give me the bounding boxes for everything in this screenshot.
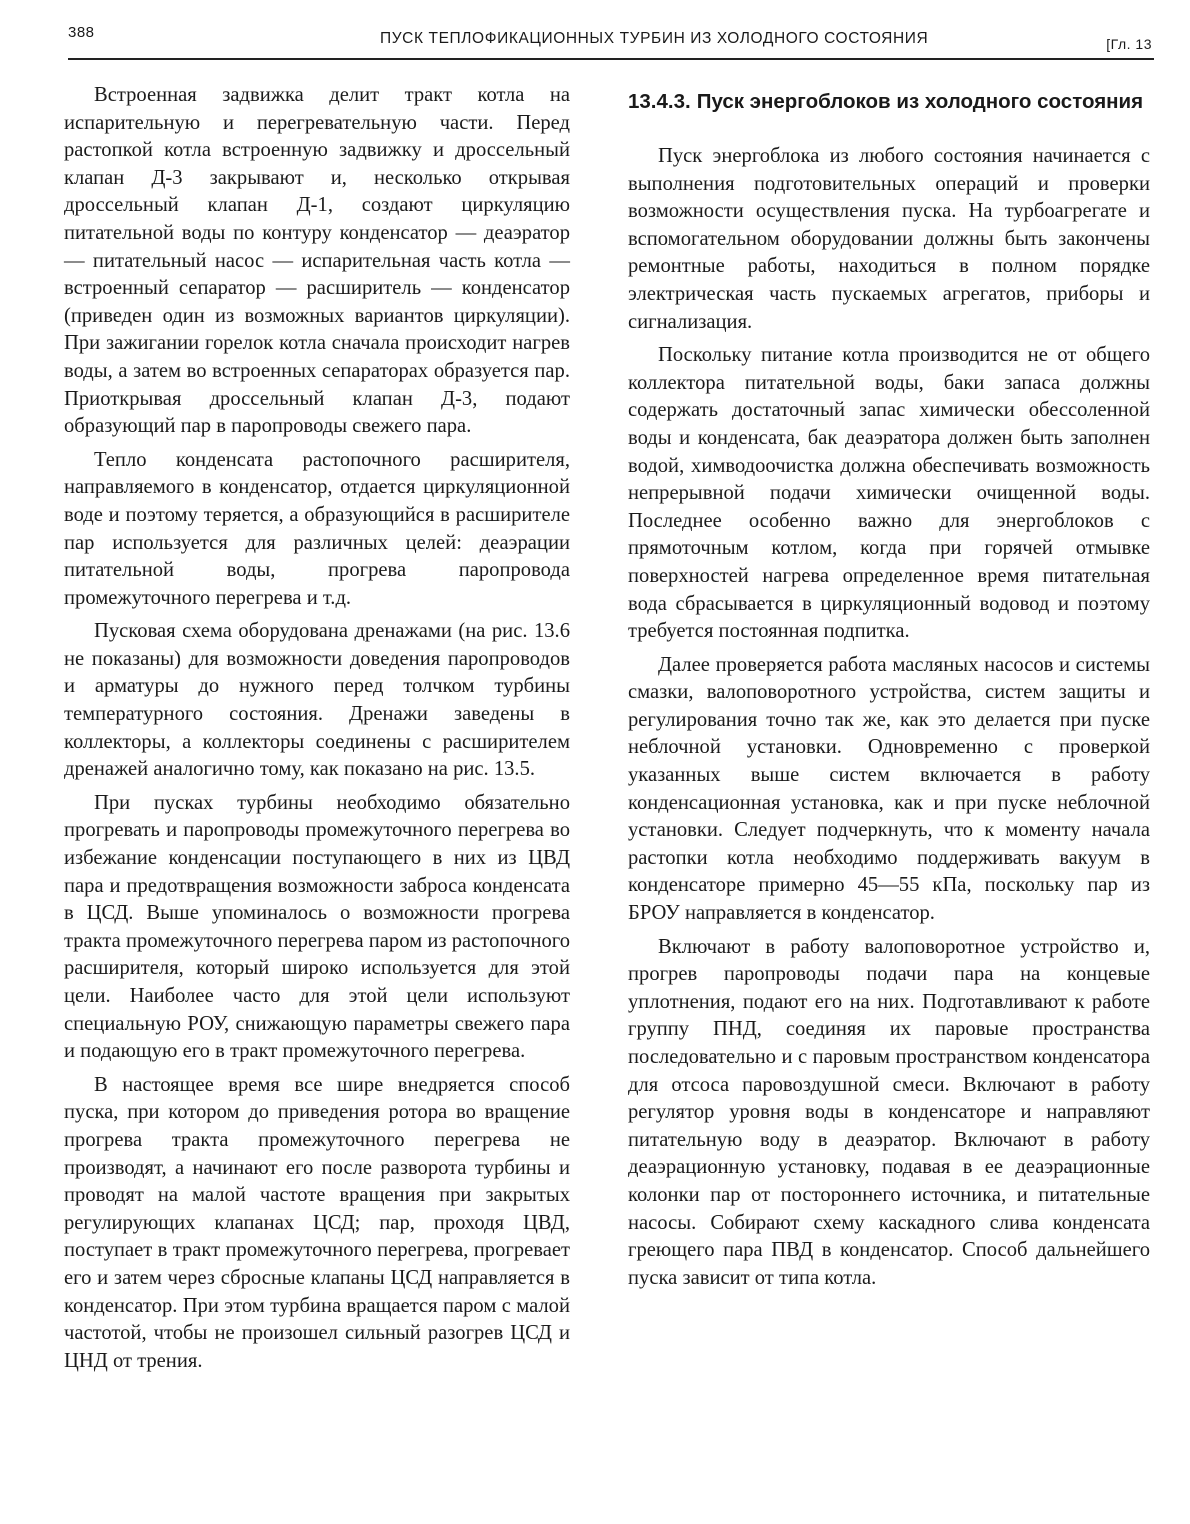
running-title: ПУСК ТЕПЛОФИКАЦИОННЫХ ТУРБИН ИЗ ХОЛОДНОГО СОСТОЯНИЯ <box>380 30 929 47</box>
paragraph: Поскольку питание котла производится не от общего коллектора питательной воды, баки запаса должны содержать достаточный запас химически обессоленной воды и конденсата, бак деаэратора должен быть заполнен водой, химводоочистка должна обеспечивать возможность непрерывной подачи химически очищенной воды. Последнее особенно важно для энергоблоков с прямоточным котлом, когда при горячей отмывке поверхностей нагрева определенное время питательная вода сбрасывается в циркуляционный водовод и поэтому требуется постоянная подпитка. <box>628 344 1150 643</box>
section-number: 13.4.3. <box>628 90 691 113</box>
paragraph: Включают в работу валоповоротное устройство и, прогрев паропроводы подачи пара на концевые уплотнения, подают его на них. Подготавливают к работе группу ПНД, соединяя их паровые пространства последовательно и с паровым пространством конденсатора для отсоса паровоздушной смеси. Включают в работу регулятор уровня воды в конденсаторе и направляют питательную воду в деаэратор. Включают в работу деаэрационную установку, подавая в ее деаэрационные колонки пар от постороннего источника, и питательные насосы. Собирают схему каскадного слива конденсата греющего пара ПВД в конденсатор. Способ дальнейшего пуска зависит от типа котла. <box>628 935 1150 1289</box>
paragraph: При пусках турбины необходимо обязательно прогревать и паропроводы промежуточного перегрева во избежание конденсации поступающего в них из ЦВД пара и предотвращения возможности заброса конденсата в ЦСД. Выше упоминалось о возможности прогрева тракта промежуточного перегрева паром из растопочного расширителя, который широко используется для этой цели. Наиболее часто для этой цели используют специальную РОУ, снижающую параметры свежего пара и подающую его в тракт промежуточного перегрева. <box>64 791 570 1063</box>
paragraph: Пуск энергоблока из любого состояния начинается с выполнения подготовительных операций и проверки возможности осуществления пуска. На турбоагрегате и вспомогательном оборудовании должны быть закончены ремонтные работы, находиться в полном порядке электрическая часть пускаемых агрегатов, приборы и сигнализация. <box>628 145 1150 333</box>
section-title: Пуск энергоблоков из холодного состояния <box>696 90 1144 113</box>
paragraph: Пусковая схема оборудована дренажами (на рис. 13.6 не показаны) для возможности доведения паропроводов и арматуры до нужного перед толчком турбины температурного состояния. Дренажи заведены в коллекторы, а коллекторы соединены с расширителем дренажей аналогично тому, как показано на рис. 13.5. <box>64 620 570 781</box>
right-column <box>628 82 1150 1292</box>
running-header <box>68 22 1154 60</box>
page-number: 388 <box>68 24 95 41</box>
paragraph: В настоящее время все шире внедряется способ пуска, при котором до приведения ротора во вращение прогрева тракта промежуточного перегрева не производят, а начинают его после разворота турбины и проводят на малой частоте вращения при закрытых регулирующих клапанах ЦСД; пар, проходя ЦВД, поступает в тракт промежуточного перегрева, прогревает его и затем через сбросные клапаны ЦСД направляется в конденсатор. При этом турбина вращается паром с малой частотой, чтобы не произошел сильный разогрев ЦСД и ЦНД от трения. <box>64 1073 570 1372</box>
paragraph: Далее проверяется работа масляных насосов и системы смазки, валоповоротного устройства, систем защиты и регулирования точно так же, как это делается при пуске неблочной установки. Одновременно с проверкой указанных выше систем включается в работу конденсационная установка, как и при пуске неблочной установки. Следует подчеркнуть, что к моменту начала растопки котла необходимо поддерживать вакуум в конденсаторе примерно 45—55 кПа, поскольку пар из БРОУ направляется в конденсатор. <box>628 653 1150 925</box>
paragraph: Тепло конденсата растопочного расширителя, направляемого в конденсатор, отдается циркуляционной воде и поэтому теряется, а образующийся в расширителе пар используется для различных целей: деаэрации питательной воды, прогрева паропровода промежуточного перегрева и т.д. <box>64 448 570 609</box>
paragraph: Встроенная задвижка делит тракт котла на испарительную и перегревательную части. Перед растопкой котла встроенную задвижку и дроссельный клапан Д-3 закрывают и, несколько открывая дроссельный клапан Д-1, создают циркуляцию питательной воды по контуру конденсатор — деаэратор — питательный насос — испарительная часть котла — встроенный сепаратор — расширитель — конденсатор (приведен один из возможных вариантов циркуляции). При зажигании горелок котла сначала происходит нагрев воды, а затем во встроенных сепараторах образуется пар. Приоткрывая дроссельный клапан Д-3, подают образующий пар в паропроводы свежего пара. <box>64 84 570 438</box>
chapter-reference: [Гл. 13 <box>1106 36 1152 52</box>
section-heading <box>628 89 1150 115</box>
left-column <box>64 82 570 1375</box>
